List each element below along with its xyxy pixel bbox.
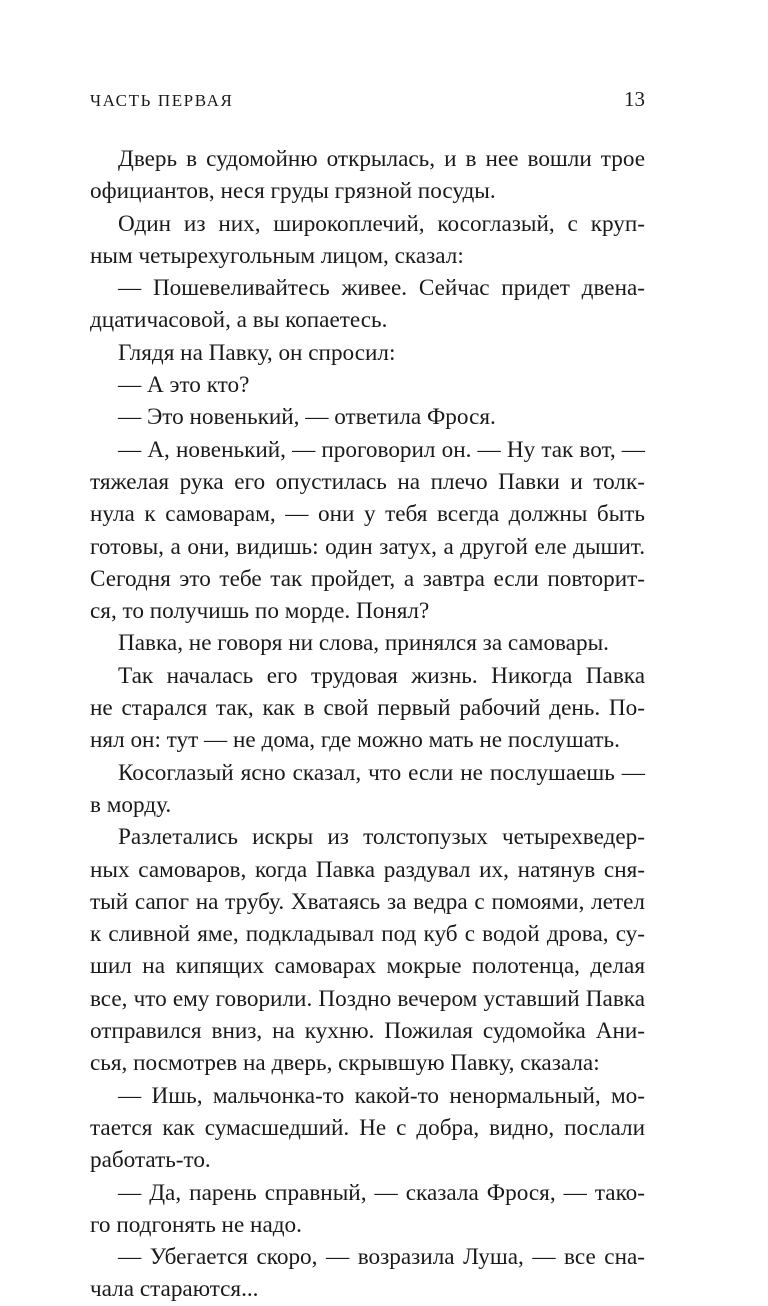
text-line: Разлетались искры из толстопузых четырехведер-	[118, 824, 645, 851]
text-line: дцатичасовой, а вы копаетесь.	[90, 307, 388, 334]
text-line: шил на кипящих самоварах мокрые полотенца, делая	[90, 953, 645, 980]
text-line: ным четырехугольным лицом, сказал:	[90, 242, 464, 269]
text-line: в морду.	[90, 791, 172, 818]
text-line: ся, то получишь по морде. Понял?	[90, 598, 430, 625]
text-line: тается как сумасшедший. Не с добра, видно, послали	[90, 1114, 645, 1141]
text-line: тый сапог на трубу. Хватаясь за ведра с помоями, летел	[90, 888, 645, 915]
page-number: 13	[624, 87, 645, 111]
text-line: — А это кто?	[118, 372, 250, 399]
text-line: к сливной яме, подкладывал под куб с водой дрова, су-	[90, 921, 645, 948]
text-line: не старался так, как в свой первый рабочий день. По-	[90, 695, 645, 722]
text-line: Глядя на Павку, он спросил:	[118, 339, 396, 366]
running-head-title: ЧАСТЬ ПЕРВАЯ	[90, 91, 234, 110]
text-line: отправился вниз, на кухню. Пожилая судомойка Ани-	[90, 1018, 645, 1045]
text-line: Дверь в судомойню открылась, и в нее вошли трое	[118, 146, 645, 172]
text-line: — Да, парень справный, — сказала Фрося, — тако-	[118, 1179, 645, 1206]
text-line: — А, новенький, — проговорил он. — Ну так вот, —	[118, 436, 645, 463]
text-line: Один из них, широкоплечий, косоглазый, с круп-	[118, 210, 645, 237]
text-line: — Ишь, мальчонка-то какой-то ненормальный, мо-	[118, 1082, 645, 1109]
text-line: нял он: тут — не дома, где можно мать не послушать.	[90, 727, 620, 754]
text-line: тяжелая рука его опустилась на плечо Павки и толк-	[90, 468, 645, 495]
text-line: все, что ему говорили. Поздно вечером уставший Павка	[90, 985, 645, 1012]
text-line: Так началась его трудовая жизнь. Никогда Павка	[118, 662, 645, 689]
text-line: сья, посмотрев на дверь, скрывшую Павку, сказала:	[90, 1050, 600, 1077]
text-line: — Это новенький, — ответила Фрося.	[118, 404, 496, 431]
text-line: Косоглазый ясно сказал, что если не послушаешь —	[118, 759, 645, 786]
text-line: работать-то.	[90, 1147, 211, 1174]
text-line: нула к самоварам, — они у тебя всегда должны быть	[90, 501, 645, 528]
text-line: официантов, неся груды грязной посуды.	[90, 178, 496, 205]
text-line: го подгонять не надо.	[90, 1211, 302, 1238]
text-line: чала стараются...	[90, 1276, 259, 1303]
text-line: — Пошевеливайтесь живее. Сейчас придет двена-	[118, 275, 645, 302]
text-line: — Убегается скоро, — возразила Луша, — все сна-	[118, 1244, 645, 1271]
text-line: готовы, а они, видишь: один затух, а другой еле дышит.	[90, 533, 645, 560]
text-line: Павка, не говоря ни слова, принялся за самовары.	[118, 630, 609, 657]
text-line: ных самоваров, когда Павка раздувал их, натянув сня-	[90, 856, 645, 883]
body-text	[90, 143, 645, 1306]
text-line: Сегодня это тебе так пройдет, а завтра если повторит-	[90, 565, 645, 592]
